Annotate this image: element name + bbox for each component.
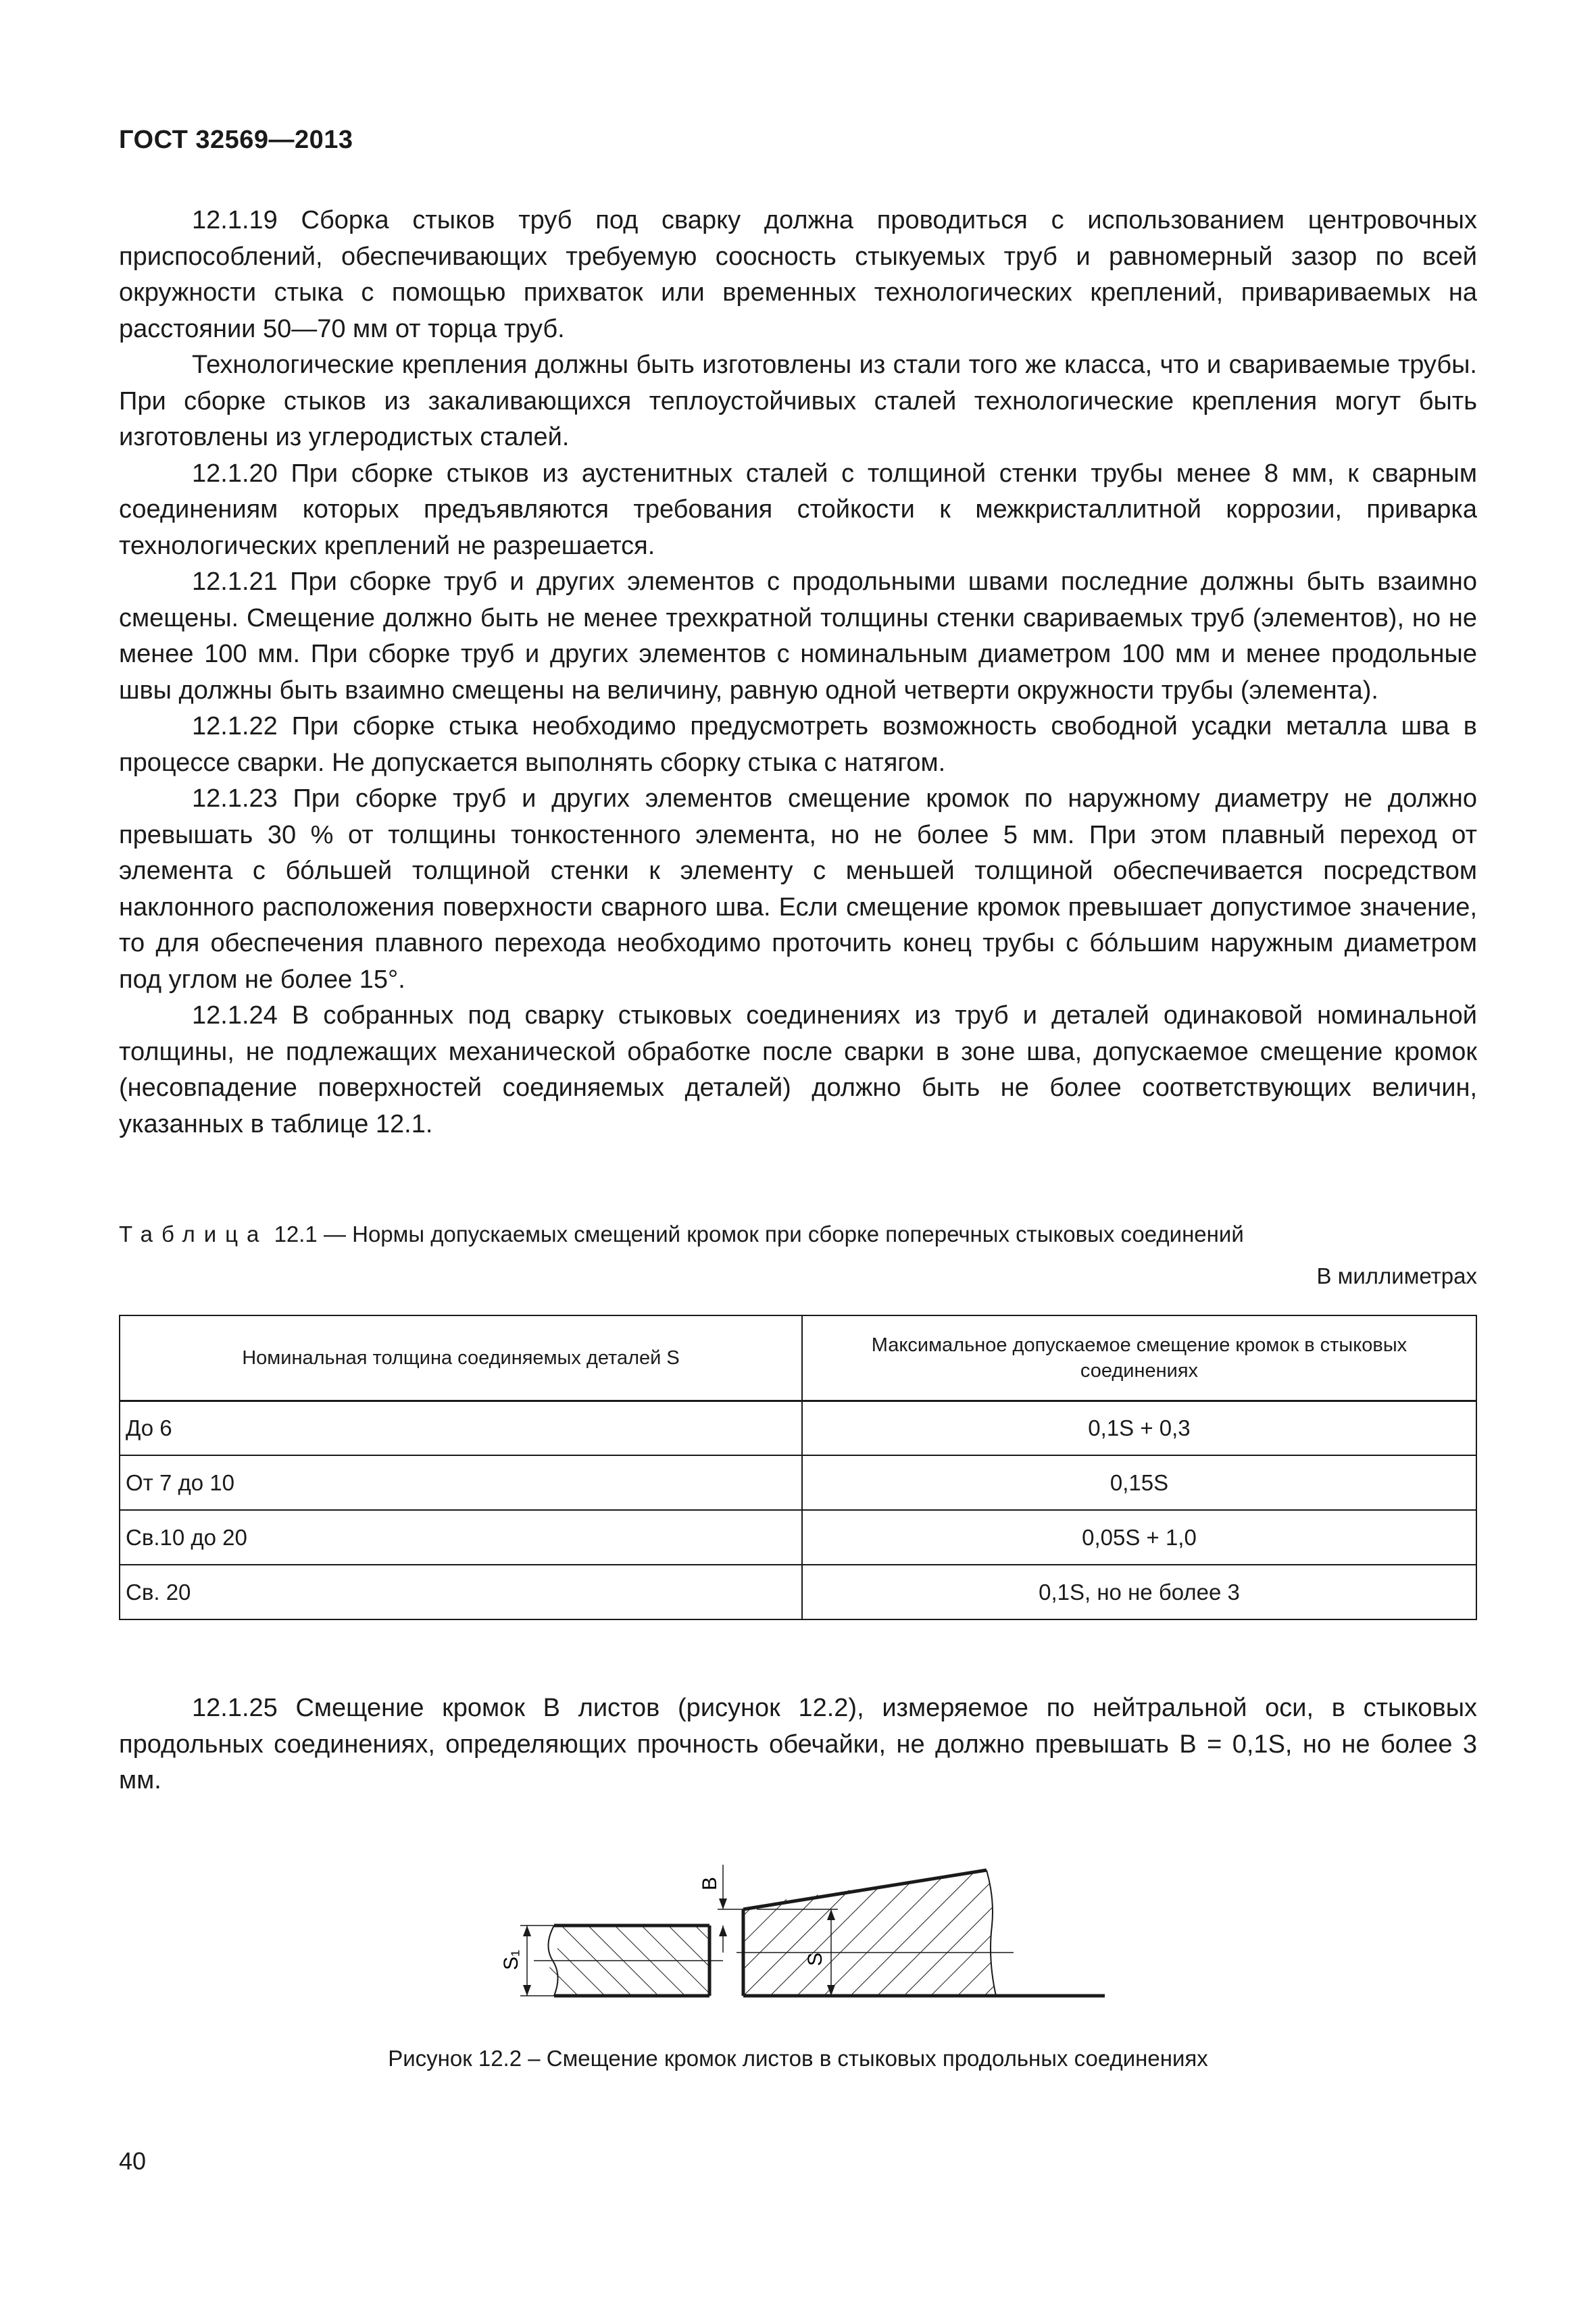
page-number: 40	[119, 2147, 147, 2175]
table-unit: В миллиметрах	[1316, 1263, 1477, 1288]
cell-max-offset: 0,1S + 0,3	[802, 1401, 1476, 1455]
table-row	[120, 1565, 1476, 1619]
cell-max-offset: 0,05S + 1,0	[802, 1510, 1476, 1565]
paragraph-12-1-20: 12.1.20 При сборке стыков из аустенитных сталей с толщиной стенки трубы менее 8 мм, к сварным соединениям которых предъявляются требования стойкости к межкристаллитной коррозии, приварка технологических креплений не разрешается.	[119, 459, 1477, 560]
cell-max-offset: 0,15S	[802, 1455, 1476, 1510]
paragraph-tech-fastenings: Технологические крепления должны быть изготовлены из стали того же класса, что и свариваемые трубы. При сборке стыков из закаливающихся теплоустойчивых сталей технологические крепления могут быть изготовлены из углеродистых сталей.	[119, 351, 1477, 451]
label-s: S	[804, 1952, 826, 1966]
paragraph-12-1-24: 12.1.24 В собранных под сварку стыковых соединениях из труб и деталей одинаковой номинальной толщины, не подлежащих механической обработке после сварки в зоне шва, допускаемое смещение кромок (несовпадение поверхностей соединяемых деталей) должно быть не более соответствующих величин, указанных в таблице 12.1.	[119, 1001, 1477, 1138]
paragraph-12-1-22: 12.1.22 При сборке стыка необходимо предусмотреть возможность свободной усадки металла шва в процессе сварки. Не допускается выполнять сборку стыка с натягом.	[119, 712, 1477, 777]
col-header-max-offset: Максимальное допускаемое смещение кромок в стыковых соединениях	[802, 1315, 1476, 1401]
col-header-thickness: Номинальная толщина соединяемых деталей S	[120, 1315, 802, 1401]
table-row	[120, 1455, 1476, 1510]
cell-thickness: От 7 до 10	[120, 1455, 802, 1510]
paragraph-12-1-21: 12.1.21 При сборке труб и других элементов с продольными швами последние должны быть взаимно смещены. Смещение должно быть не менее трехкратной толщины стенки свариваемых труб (элементов), но не менее 100 мм. При сборке труб и других элементов с номинальным диаметром 100 мм и менее продольные швы должны быть взаимно смещены на величину, равную одной четверти окружности трубы (элемента).	[119, 568, 1477, 705]
table-caption	[119, 1220, 1477, 1249]
right-plate	[743, 1870, 1105, 1996]
table-row	[120, 1401, 1476, 1455]
standard-header: ГОСТ 32569—2013	[119, 126, 353, 154]
figure-12-2-diagram	[473, 1838, 1135, 2013]
figure-caption: Рисунок 12.2 – Смещение кромок листов в стыковых продольных соединениях	[388, 2046, 1208, 2071]
label-s1: S₁	[500, 1949, 522, 1970]
paragraph-12-1-25: 12.1.25 Смещение кромок B листов (рисунок 12.2), измеряемое по нейтральной оси, в стыковых продольных соединениях, определяющих прочность обечайки, не должно превышать B = 0,1S, но не более 3 мм.	[119, 1694, 1477, 1794]
cell-thickness: Св.10 до 20	[120, 1510, 802, 1565]
table-caption-word: Таблица	[119, 1222, 268, 1247]
cell-thickness: Св. 20	[120, 1565, 802, 1619]
edge-offset-table	[119, 1315, 1477, 1620]
table-row	[120, 1510, 1476, 1565]
table-header-row	[120, 1315, 1476, 1401]
after-table-text	[119, 1690, 1477, 1799]
paragraph-12-1-19: 12.1.19 Сборка стыков труб под сварку должна проводиться с использованием центровочных приспособлений, обеспечивающих требуемую соосность стыкуемых труб и равномерный зазор по всей окружности стыка с помощью прихваток или временных технологических креплений, привариваемых на расстоянии 50—70 мм от торца труб.	[119, 206, 1477, 343]
paragraph-12-1-23: 12.1.23 При сборке труб и других элементов смещение кромок по наружному диаметру не должно превышать 30 % от толщины тонкостенного элемента, но не более 5 мм. При этом плавный переход от элемента с бóльшей толщиной стенки к элементу с меньшей толщиной обеспечивается посредством наклонного расположения поверхности сварного шва. Если смещение кромок превышает допустимое значение, то для обеспечения плавного перехода необходимо проточить конец трубы с бóльшим наружным диаметром под углом не более 15°.	[119, 784, 1477, 994]
cell-max-offset: 0,1S, но не более 3	[802, 1565, 1476, 1619]
table-caption-text: 12.1 — Нормы допускаемых смещений кромок при сборке поперечных стыковых соединений	[274, 1222, 1244, 1247]
label-b: B	[699, 1876, 721, 1890]
cell-thickness: До 6	[120, 1401, 802, 1455]
body-text	[119, 203, 1477, 1142]
